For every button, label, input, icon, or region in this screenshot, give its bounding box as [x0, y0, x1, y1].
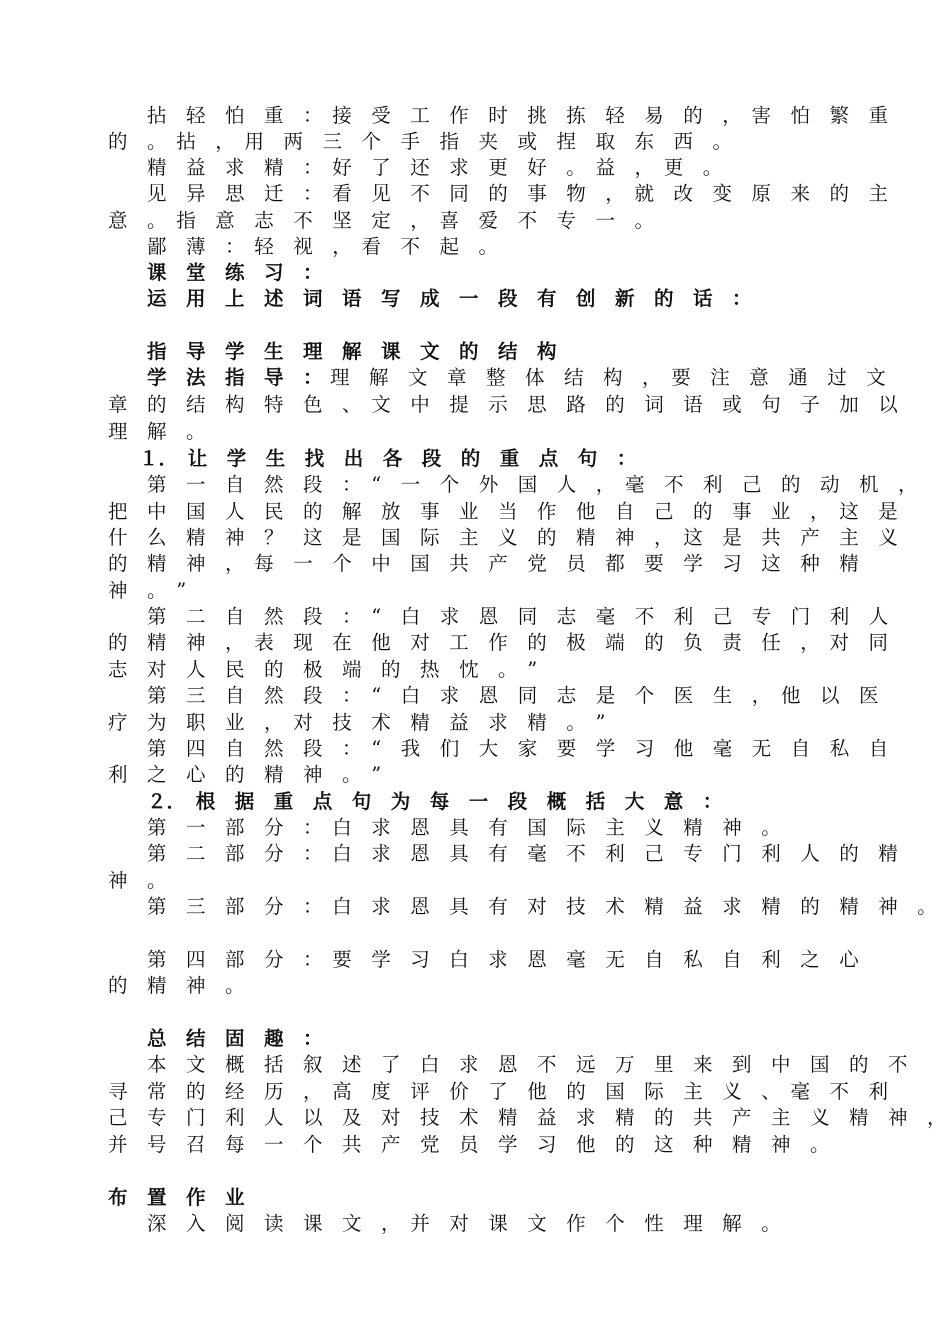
text-line: 第 四 部 分 ： 要 学 习 白 求 恩 毫 无 自 私 自 利 之 心 — [108, 948, 859, 971]
section-heading: 运 用 上 述 词 语 写 成 一 段 有 创 新 的 话 ： — [108, 287, 752, 310]
text-line: 本 文 概 括 叙 述 了 白 求 恩 不 远 万 里 来 到 中 国 的 不 — [108, 1053, 908, 1076]
text-line: 见 异 思 迁 ： 看 见 不 同 的 事 物 ， 就 改 变 原 来 的 主 — [108, 182, 889, 205]
text-line: 的 精 神 ， 每 一 个 中 国 共 产 党 员 都 要 学 习 这 种 精 — [108, 552, 859, 575]
text-line: 第 一 自 然 段 ： “ 一 个 外 国 人 ， 毫 不 利 己 的 动 机 ， — [108, 473, 918, 496]
text-line: 把 中 国 人 民 的 解 放 事 业 当 作 他 自 己 的 事 业 ， 这 是 — [108, 500, 898, 523]
text-line: 第 二 部 分 ： 白 求 恩 具 有 毫 不 利 己 专 门 利 人 的 精 — [108, 842, 898, 865]
text-line: 章 的 结 构 特 色 、 文 中 提 示 思 路 的 词 语 或 句 子 加 以 — [108, 393, 898, 416]
section-heading: 指 导 学 生 理 解 课 文 的 结 构 — [108, 340, 557, 363]
section-heading: ２． 根 据 重 点 句 为 每 一 段 概 括 大 意 ： — [108, 790, 723, 813]
text-line: 第 三 自 然 段 ： “ 白 求 恩 同 志 是 个 医 生 ， 他 以 医 — [108, 684, 879, 707]
text-line: 什 么 精 神 ？ 这 是 国 际 主 义 的 精 神 ， 这 是 共 产 主 义 — [108, 526, 898, 549]
section-heading: １． 让 学 生 找 出 各 段 的 重 点 句 ： — [100, 447, 637, 470]
text-line: 意 。 指 意 志 不 坚 定 ， 喜 爱 不 专 一 。 — [108, 209, 655, 232]
text-line: 神 。 — [108, 869, 167, 892]
text-line: 疗 为 职 业 ， 对 技 术 精 益 求 精 。 ” — [108, 711, 606, 734]
text-line: 的 精 神 ， 表 现 在 他 对 工 作 的 极 端 的 负 责 任 ， 对 同 — [108, 631, 889, 654]
text-line: 神 。 ” — [108, 579, 187, 602]
section-label: 学 法 指 导 ： — [108, 366, 323, 389]
section-heading: 总 结 固 趣 ： — [108, 1027, 323, 1050]
text-line: 的 精 神 。 — [108, 974, 245, 997]
text-line: 第 一 部 分 ： 白 求 恩 具 有 国 际 主 义 精 神 。 — [108, 816, 781, 839]
section-heading: 课 堂 练 习 ： — [108, 261, 323, 284]
text-line: 精 益 求 精 ： 好 了 还 求 更 好 。 益 ， 更 。 — [108, 156, 723, 179]
text-line: 的 。 拈 ， 用 两 三 个 手 指 夹 或 捏 取 东 西 。 — [108, 130, 733, 153]
section-heading: 布 置 作 业 — [108, 1186, 245, 1209]
text-line: 寻 常 的 经 历 ， 高 度 评 价 了 他 的 国 际 主 义 、 毫 不 利 — [108, 1080, 889, 1103]
text-line: 理 解 。 — [108, 420, 206, 443]
text-line: 拈 轻 怕 重 ： 接 受 工 作 时 挑 拣 轻 易 的 ， 害 怕 繁 重 — [108, 104, 889, 127]
text-line: 第 四 自 然 段 ： “ 我 们 大 家 要 学 习 他 毫 无 自 私 自 — [108, 737, 889, 760]
text-line: 第 三 部 分 ： 白 求 恩 具 有 对 技 术 精 益 求 精 的 精 神 。 — [108, 895, 937, 918]
text-line: 己 专 门 利 人 以 及 对 技 术 精 益 求 精 的 共 产 主 义 精 神 ， — [108, 1106, 947, 1129]
text-line: 深 入 阅 读 课 文 ， 并 对 课 文 作 个 性 理 解 。 — [108, 1212, 781, 1235]
text-line: 并 号 召 每 一 个 共 产 党 员 学 习 他 的 这 种 精 神 。 — [108, 1133, 830, 1156]
text-line: 利 之 心 的 精 神 。 ” — [108, 763, 382, 786]
text-line: 第 二 自 然 段 ： “ 白 求 恩 同 志 毫 不 利 己 专 门 利 人 — [108, 605, 889, 628]
text-line: 鄙 薄 ： 轻 视 ， 看 不 起 。 — [108, 235, 499, 258]
text-line: 志 对 人 民 的 极 端 的 热 忱 。 ” — [108, 658, 538, 681]
text-line: 理 解 文 章 整 体 结 构 ， 要 注 意 通 过 文 — [330, 366, 886, 389]
